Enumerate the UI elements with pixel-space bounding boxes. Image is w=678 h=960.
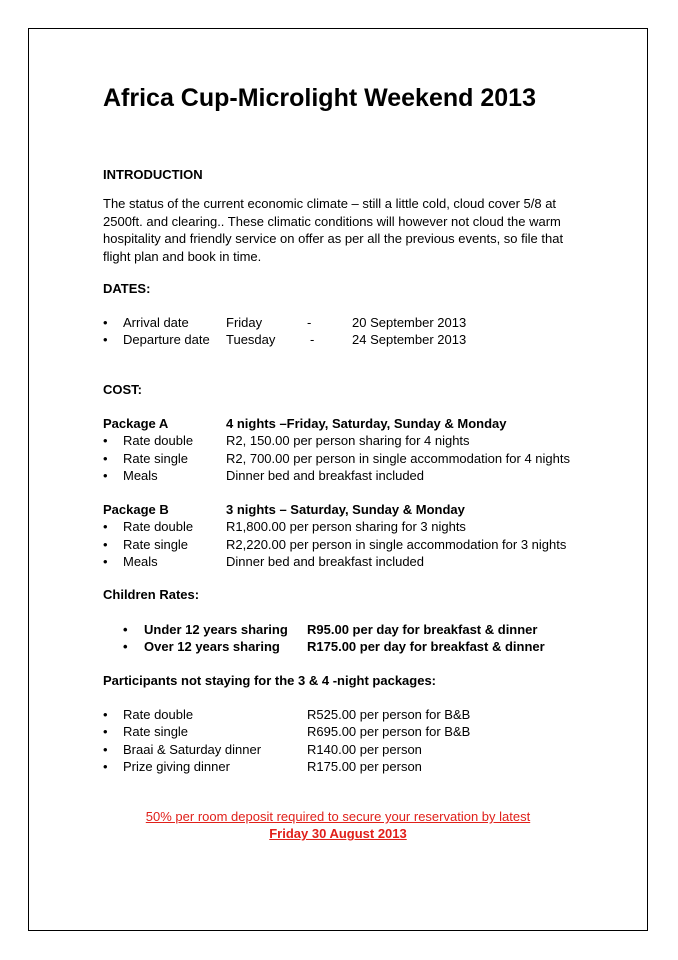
participants-heading: Participants not staying for the 3 & 4 -night packages: bbox=[103, 673, 437, 688]
date-row bbox=[0, 332, 678, 349]
rate-label: Rate single bbox=[123, 537, 189, 552]
children-label: Under 12 years sharing bbox=[144, 622, 288, 637]
rate-label: Meals bbox=[123, 554, 158, 569]
children-value: R175.00 per day for breakfast & dinner bbox=[307, 639, 545, 654]
participants-label: Prize giving dinner bbox=[123, 759, 230, 774]
bullet-icon: • bbox=[103, 759, 108, 774]
bullet-icon: • bbox=[103, 742, 108, 757]
children-heading: Children Rates: bbox=[103, 587, 200, 602]
package-a-row bbox=[0, 451, 678, 468]
bullet-icon: • bbox=[103, 468, 108, 483]
participants-value: R525.00 per person for B&B bbox=[307, 707, 471, 722]
package-b-row bbox=[0, 537, 678, 554]
bullet-icon: • bbox=[103, 724, 108, 739]
bullet-icon: • bbox=[103, 537, 108, 552]
rate-value: R1,800.00 per person sharing for 3 nights bbox=[226, 519, 466, 534]
intro-line: hospitality and friendly service on offer as per all the previous events, so file that bbox=[103, 231, 564, 246]
rate-value: R2,220.00 per person in single accommodation for 3 nights bbox=[226, 537, 567, 552]
package-b-header bbox=[0, 502, 678, 519]
package-b-desc: 3 nights – Saturday, Sunday & Monday bbox=[226, 502, 465, 517]
date-dash: - bbox=[310, 332, 315, 347]
participants-value: R140.00 per person bbox=[307, 742, 422, 757]
intro-line: 2500ft. and clearing.. These climatic conditions will however not cloud the warm bbox=[103, 213, 561, 229]
children-label: Over 12 years sharing bbox=[144, 639, 280, 654]
date-dash: - bbox=[307, 315, 312, 330]
bullet-icon: • bbox=[103, 315, 108, 330]
package-a-desc: 4 nights –Friday, Saturday, Sunday & Monday bbox=[226, 416, 507, 431]
date-value: 20 September 2013 bbox=[352, 315, 467, 330]
rate-label: Rate double bbox=[123, 519, 194, 534]
bullet-icon: • bbox=[103, 332, 108, 347]
children-value: R95.00 per day for breakfast & dinner bbox=[307, 622, 538, 637]
package-a-row bbox=[0, 468, 678, 485]
participants-row bbox=[0, 742, 678, 759]
package-a-row bbox=[0, 433, 678, 450]
rate-label: Meals bbox=[123, 468, 158, 483]
rate-label: Rate double bbox=[123, 433, 194, 448]
rate-value: Dinner bed and breakfast included bbox=[226, 468, 425, 483]
date-day: Tuesday bbox=[226, 332, 276, 347]
bullet-icon: • bbox=[103, 519, 108, 534]
bullet-icon: • bbox=[103, 707, 108, 722]
package-b-row bbox=[0, 554, 678, 571]
intro-line: The status of the current economic climate – still a little cold, cloud cover 5/8 at bbox=[103, 196, 557, 211]
bullet-icon: • bbox=[103, 433, 108, 448]
date-row bbox=[0, 315, 678, 332]
dates-heading: DATES: bbox=[103, 281, 151, 296]
deposit-deadline: Friday 30 August 2013 bbox=[269, 826, 407, 841]
deposit-notice: 50% per room deposit required to secure your reservation by latest bbox=[145, 809, 531, 824]
participants-row bbox=[0, 707, 678, 724]
participants-row bbox=[0, 724, 678, 741]
participants-label: Rate double bbox=[123, 707, 194, 722]
intro-line: flight plan and book in time. bbox=[103, 248, 262, 264]
bullet-icon: • bbox=[103, 554, 108, 569]
children-row bbox=[0, 639, 678, 656]
participants-value: R175.00 per person bbox=[307, 759, 422, 774]
date-value: 24 September 2013 bbox=[352, 332, 467, 347]
rate-value: Dinner bed and breakfast included bbox=[226, 554, 425, 569]
participants-value: R695.00 per person for B&B bbox=[307, 724, 471, 739]
date-label: Arrival date bbox=[123, 315, 189, 330]
package-b-name: Package B bbox=[103, 502, 169, 517]
rate-value: R2, 700.00 per person in single accommodation for 4 nights bbox=[226, 451, 570, 466]
rate-value: R2, 150.00 per person sharing for 4 nights bbox=[226, 433, 470, 448]
package-a-name: Package A bbox=[103, 416, 169, 431]
date-day: Friday bbox=[226, 315, 263, 330]
document-title: Africa Cup-Microlight Weekend 2013 bbox=[103, 84, 536, 112]
bullet-icon: • bbox=[123, 639, 128, 654]
bullet-icon: • bbox=[123, 622, 128, 637]
rate-label: Rate single bbox=[123, 451, 189, 466]
bullet-icon: • bbox=[103, 451, 108, 466]
intro-heading: INTRODUCTION bbox=[103, 167, 203, 182]
cost-heading: COST: bbox=[103, 382, 142, 397]
participants-label: Braai & Saturday dinner bbox=[123, 742, 262, 757]
intro-paragraph bbox=[103, 195, 573, 265]
participants-label: Rate single bbox=[123, 724, 189, 739]
package-a-header bbox=[0, 416, 678, 433]
children-row bbox=[0, 622, 678, 639]
date-label: Departure date bbox=[123, 332, 210, 347]
participants-row bbox=[0, 759, 678, 776]
package-b-row bbox=[0, 519, 678, 536]
